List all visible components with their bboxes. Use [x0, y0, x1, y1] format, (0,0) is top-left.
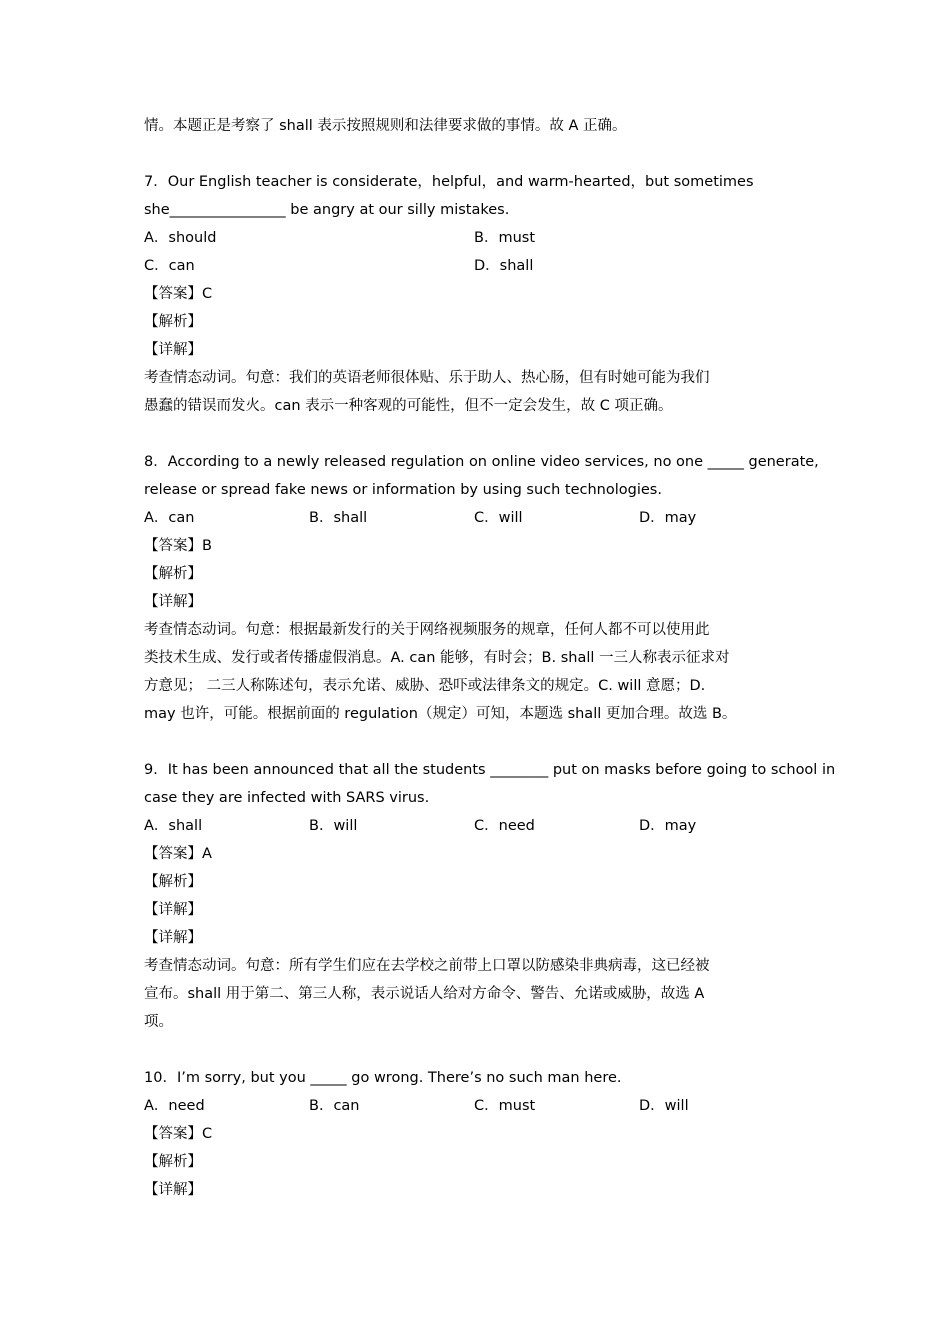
- q8-options-row: [144, 504, 804, 532]
- q9-stem-line-2: case they are infected with SARS virus.: [144, 790, 430, 806]
- q9-detail-heading: 【详解】: [144, 902, 202, 918]
- q9-option-a: A．shall: [144, 818, 203, 834]
- q9-option-b: B．will: [309, 818, 358, 834]
- q7-answer: 【答案】C: [144, 286, 213, 302]
- q8-answer: 【答案】B: [144, 538, 212, 554]
- q9-analysis-heading: 【解析】: [144, 874, 202, 890]
- intro-text: 情。本题正是考察了 shall 表示按照规则和法律要求做的事情。故 A 正确。: [144, 118, 627, 134]
- q9-options-row: [144, 812, 804, 840]
- q9-option-d: D．may: [639, 818, 697, 834]
- q7-options-row-1: [144, 224, 804, 252]
- q8-analysis-heading: 【解析】: [144, 566, 202, 582]
- q7-explanation-line-1: 考查情态动词。句意：我们的英语老师很体贴、乐于助人、热心肠，但有时她可能为我们: [144, 370, 710, 386]
- q8-option-c: C．will: [474, 510, 523, 526]
- q7-option-a: A．should: [144, 230, 217, 246]
- q7-option-d: D．shall: [474, 258, 534, 274]
- q7-analysis-heading: 【解析】: [144, 314, 202, 330]
- spacer: [144, 728, 804, 756]
- spacer: [144, 1036, 804, 1064]
- q10-stem-line-1: 10．I’m sorry, but you _____ go wrong. There’s no such man here.: [144, 1070, 622, 1086]
- q10-detail-heading: 【详解】: [144, 1182, 202, 1198]
- q8-explanation-line-4: may 也许，可能。根据前面的 regulation（规定）可知，本题选 shall 更加合理。故选 B。: [144, 706, 737, 722]
- q10-analysis-heading: 【解析】: [144, 1154, 202, 1170]
- q9-detail-heading-2: 【详解】: [144, 930, 202, 946]
- q10-option-a: A．need: [144, 1098, 205, 1114]
- q8-option-a: A．can: [144, 510, 195, 526]
- document-page: [144, 112, 836, 1204]
- q9-stem-line-1: 9．It has been announced that all the students ________ put on masks before going to school in: [144, 762, 836, 778]
- q7-options-row-2: [144, 252, 804, 280]
- q7-stem-line-2: she________________ be angry at our silly mistakes.: [144, 202, 510, 218]
- q7-option-b: B．must: [474, 230, 536, 246]
- q7-option-c: C．can: [144, 258, 195, 274]
- q9-option-c: C．need: [474, 818, 535, 834]
- q8-detail-heading: 【详解】: [144, 594, 202, 610]
- q9-explanation-line-1: 考查情态动词。句意：所有学生们应在去学校之前带上口罩以防感染非典病毒，这已经被: [144, 958, 710, 974]
- q10-option-d: D．will: [639, 1098, 689, 1114]
- q10-option-b: B．can: [309, 1098, 360, 1114]
- spacer: [144, 140, 804, 168]
- q10-options-row: [144, 1092, 804, 1120]
- q9-explanation-line-2: 宣布。shall 用于第二、第三人称，表示说话人给对方命令、警告、允诺或威胁，故选 A: [144, 986, 705, 1002]
- q8-explanation-line-1: 考查情态动词。句意：根据最新发行的关于网络视频服务的规章，任何人都不可以使用此: [144, 622, 710, 638]
- q8-option-b: B．shall: [309, 510, 368, 526]
- q9-answer: 【答案】A: [144, 846, 212, 862]
- q8-explanation-line-2: 类技术生成、发行或者传播虚假消息。A. can 能够，有时会；B. shall 一三人称表示征求对: [144, 650, 730, 666]
- q10-answer: 【答案】C: [144, 1126, 213, 1142]
- q8-stem-line-1: 8．According to a newly released regulation on online video services, no one _____ generate,: [144, 454, 819, 470]
- spacer: [144, 420, 804, 448]
- q7-explanation-line-2: 愚蠢的错误而发火。can 表示一种客观的可能性，但不一定会发生，故 C 项正确。: [144, 398, 673, 414]
- q7-detail-heading: 【详解】: [144, 342, 202, 358]
- q8-explanation-line-3: 方意见； 二三人称陈述句，表示允诺、威胁、恐吓或法律条文的规定。C. will 意愿；D.: [144, 678, 706, 694]
- q8-option-d: D．may: [639, 510, 697, 526]
- q8-stem-line-2: release or spread fake news or information by using such technologies.: [144, 482, 662, 498]
- q7-stem-line-1: 7．Our English teacher is considerate，helpful，and warm-hearted，but sometimes: [144, 174, 754, 190]
- q10-option-c: C．must: [474, 1098, 536, 1114]
- q9-explanation-line-3: 项。: [144, 1014, 173, 1030]
